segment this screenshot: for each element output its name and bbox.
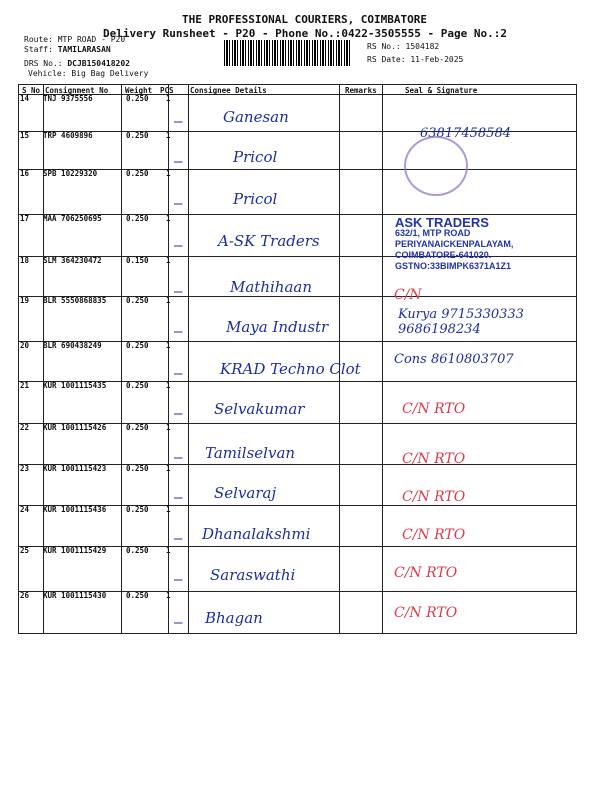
row-serial: 20 [20, 341, 30, 350]
row-serial: 26 [20, 591, 30, 600]
stamp-line: PERIYANAICKENPALAYAM, [395, 239, 514, 249]
consignee-handwritten: Ganesan [223, 108, 289, 126]
vehicle-line: Vehicle: Big Bag Delivery [28, 69, 149, 78]
consignee-handwritten: Tamilselvan [205, 444, 296, 462]
table-row-line [18, 169, 577, 170]
tick-mark: — [174, 238, 183, 254]
table-column-line [121, 84, 122, 633]
tick-mark: — [174, 196, 183, 212]
pieces-count: 1 [166, 256, 171, 265]
consignment-number: SPB 10229320 [43, 169, 98, 178]
drs-line [24, 59, 130, 68]
consignment-number: KUR 1001115429 [43, 546, 107, 555]
seal-signature-handwritten: C/N RTO [394, 565, 458, 581]
seal-signature-handwritten: C/N [394, 287, 422, 303]
consignee-handwritten: Pricol [233, 148, 278, 166]
rs-number: RS No.: 1504182 [367, 42, 440, 51]
pieces-count: 1 [166, 169, 171, 178]
consignment-number: TRP 4609896 [43, 131, 93, 140]
pieces-count: 1 [166, 214, 171, 223]
consignee-handwritten: Selvakumar [214, 400, 305, 418]
consignment-number: KUR 1001115423 [43, 464, 107, 473]
staff-value: TAMILARASAN [57, 45, 111, 54]
seal-circle [404, 136, 468, 196]
table-column-line [18, 84, 19, 633]
consignment-number: KUR 1001115430 [43, 591, 107, 600]
weight-value: 0.250 [126, 169, 149, 178]
row-serial: 25 [20, 546, 30, 555]
pieces-count: 1 [166, 464, 171, 473]
tick-mark: — [174, 531, 183, 547]
weight-value: 0.250 [126, 296, 149, 305]
weight-value: 0.250 [126, 464, 149, 473]
stamp-line: COIMBATORE-641020. [395, 250, 492, 260]
weight-value: 0.250 [126, 131, 149, 140]
consignee-handwritten: Mathihaan [230, 278, 312, 296]
stamp-line: GSTNO:33BIMPK6371A1Z1 [395, 261, 512, 271]
stamp-line: 632/1, MTP ROAD [395, 228, 471, 238]
tick-mark: — [174, 406, 183, 422]
seal-signature-handwritten: C/N RTO [402, 401, 466, 417]
row-serial: 15 [20, 131, 30, 140]
seal-signature-handwritten: C/N RTO [402, 451, 466, 467]
rs-date: RS Date: 11-Feb-2025 [367, 55, 464, 64]
seal-signature-handwritten: Kurya 9715330333 9686198234 [398, 307, 524, 337]
table-column-line [339, 84, 340, 633]
row-serial: 17 [20, 214, 30, 223]
consignee-handwritten: Bhagan [205, 609, 263, 627]
pieces-count: 1 [166, 94, 171, 103]
consignment-number: SLM 364230472 [43, 256, 102, 265]
table-column-line [576, 84, 577, 633]
seal-signature-handwritten: C/N RTO [402, 489, 466, 505]
tick-mark: — [174, 490, 183, 506]
table-row-line [18, 633, 577, 634]
weight-value: 0.250 [126, 341, 149, 350]
table-column-line [382, 84, 383, 633]
pieces-count: 1 [166, 341, 171, 350]
weight-value: 0.250 [126, 505, 149, 514]
tick-mark: — [174, 154, 183, 170]
weight-value: 0.250 [126, 381, 149, 390]
runsheet-title: Delivery Runsheet - P20 - Phone No.:0422-3505555 - Page No.:2 [103, 27, 507, 40]
weight-value: 0.250 [126, 94, 149, 103]
table-row-line [18, 214, 577, 215]
consignee-handwritten: Selvaraj [214, 484, 277, 502]
weight-value: 0.250 [126, 591, 149, 600]
consignee-handwritten: Saraswathi [210, 566, 296, 584]
seal-signature-handwritten: C/N RTO [402, 527, 466, 543]
company-name: THE PROFESSIONAL COURIERS, COIMBATORE [182, 13, 428, 26]
consignment-number: KUR 1001115435 [43, 381, 107, 390]
drs-value: DCJB150418202 [67, 59, 130, 68]
consignee-handwritten: KRAD Techno Clot [220, 360, 361, 378]
table-column-line [188, 84, 189, 633]
tick-mark: — [174, 615, 183, 631]
row-serial: 14 [20, 94, 30, 103]
column-header: S No [22, 86, 41, 95]
row-serial: 23 [20, 464, 30, 473]
weight-value: 0.250 [126, 546, 149, 555]
row-serial: 18 [20, 256, 30, 265]
pieces-count: 1 [166, 296, 171, 305]
tick-mark: — [174, 366, 183, 382]
ask-traders-stamp [395, 217, 545, 272]
consignment-number: KUR 1001115436 [43, 505, 107, 514]
pieces-count: 1 [166, 131, 171, 140]
pieces-count: 1 [166, 423, 171, 432]
column-header: Seal & Signature [405, 86, 478, 95]
consignee-handwritten: Maya Industr [226, 318, 329, 336]
weight-value: 0.250 [126, 214, 149, 223]
consignment-number: BLR 5550868835 [43, 296, 107, 305]
route-line: Route: MTP ROAD - P20 [24, 35, 126, 44]
barcode [224, 40, 352, 66]
row-serial: 22 [20, 423, 30, 432]
pieces-count: 1 [166, 591, 171, 600]
consignee-handwritten: Pricol [233, 190, 278, 208]
consignment-number: MAA 706250695 [43, 214, 102, 223]
seal-signature-handwritten: 63817458584 [420, 126, 511, 141]
seal-signature-handwritten: Cons 8610803707 [394, 352, 514, 367]
tick-mark: — [174, 284, 183, 300]
weight-value: 0.150 [126, 256, 149, 265]
consignment-number: BLR 690438249 [43, 341, 102, 350]
column-header: PCS [160, 86, 174, 95]
consignment-number: KUR 1001115426 [43, 423, 107, 432]
stamp-line: ASK TRADERS [395, 215, 489, 230]
pieces-count: 1 [166, 505, 171, 514]
pieces-count: 1 [166, 381, 171, 390]
pieces-count: 1 [166, 546, 171, 555]
column-header: Remarks [345, 86, 377, 95]
row-serial: 16 [20, 169, 30, 178]
column-header: Consignee Details [190, 86, 267, 95]
tick-mark: — [174, 572, 183, 588]
weight-value: 0.250 [126, 423, 149, 432]
tick-mark: — [174, 114, 183, 130]
drs-label: DRS No.: [24, 59, 63, 68]
table-row-line [18, 84, 577, 85]
consignee-handwritten: A-SK Traders [218, 232, 320, 250]
consignment-number: TNJ 9375556 [43, 94, 93, 103]
column-header: Consignment No [45, 86, 109, 95]
staff-line [24, 45, 111, 54]
row-serial: 19 [20, 296, 30, 305]
tick-mark: — [174, 324, 183, 340]
column-header: Weight [125, 86, 153, 95]
staff-label: Staff: [24, 45, 53, 54]
seal-signature-handwritten: C/N RTO [394, 605, 458, 621]
tick-mark: — [174, 450, 183, 466]
consignee-handwritten: Dhanalakshmi [202, 525, 311, 543]
row-serial: 24 [20, 505, 30, 514]
row-serial: 21 [20, 381, 30, 390]
